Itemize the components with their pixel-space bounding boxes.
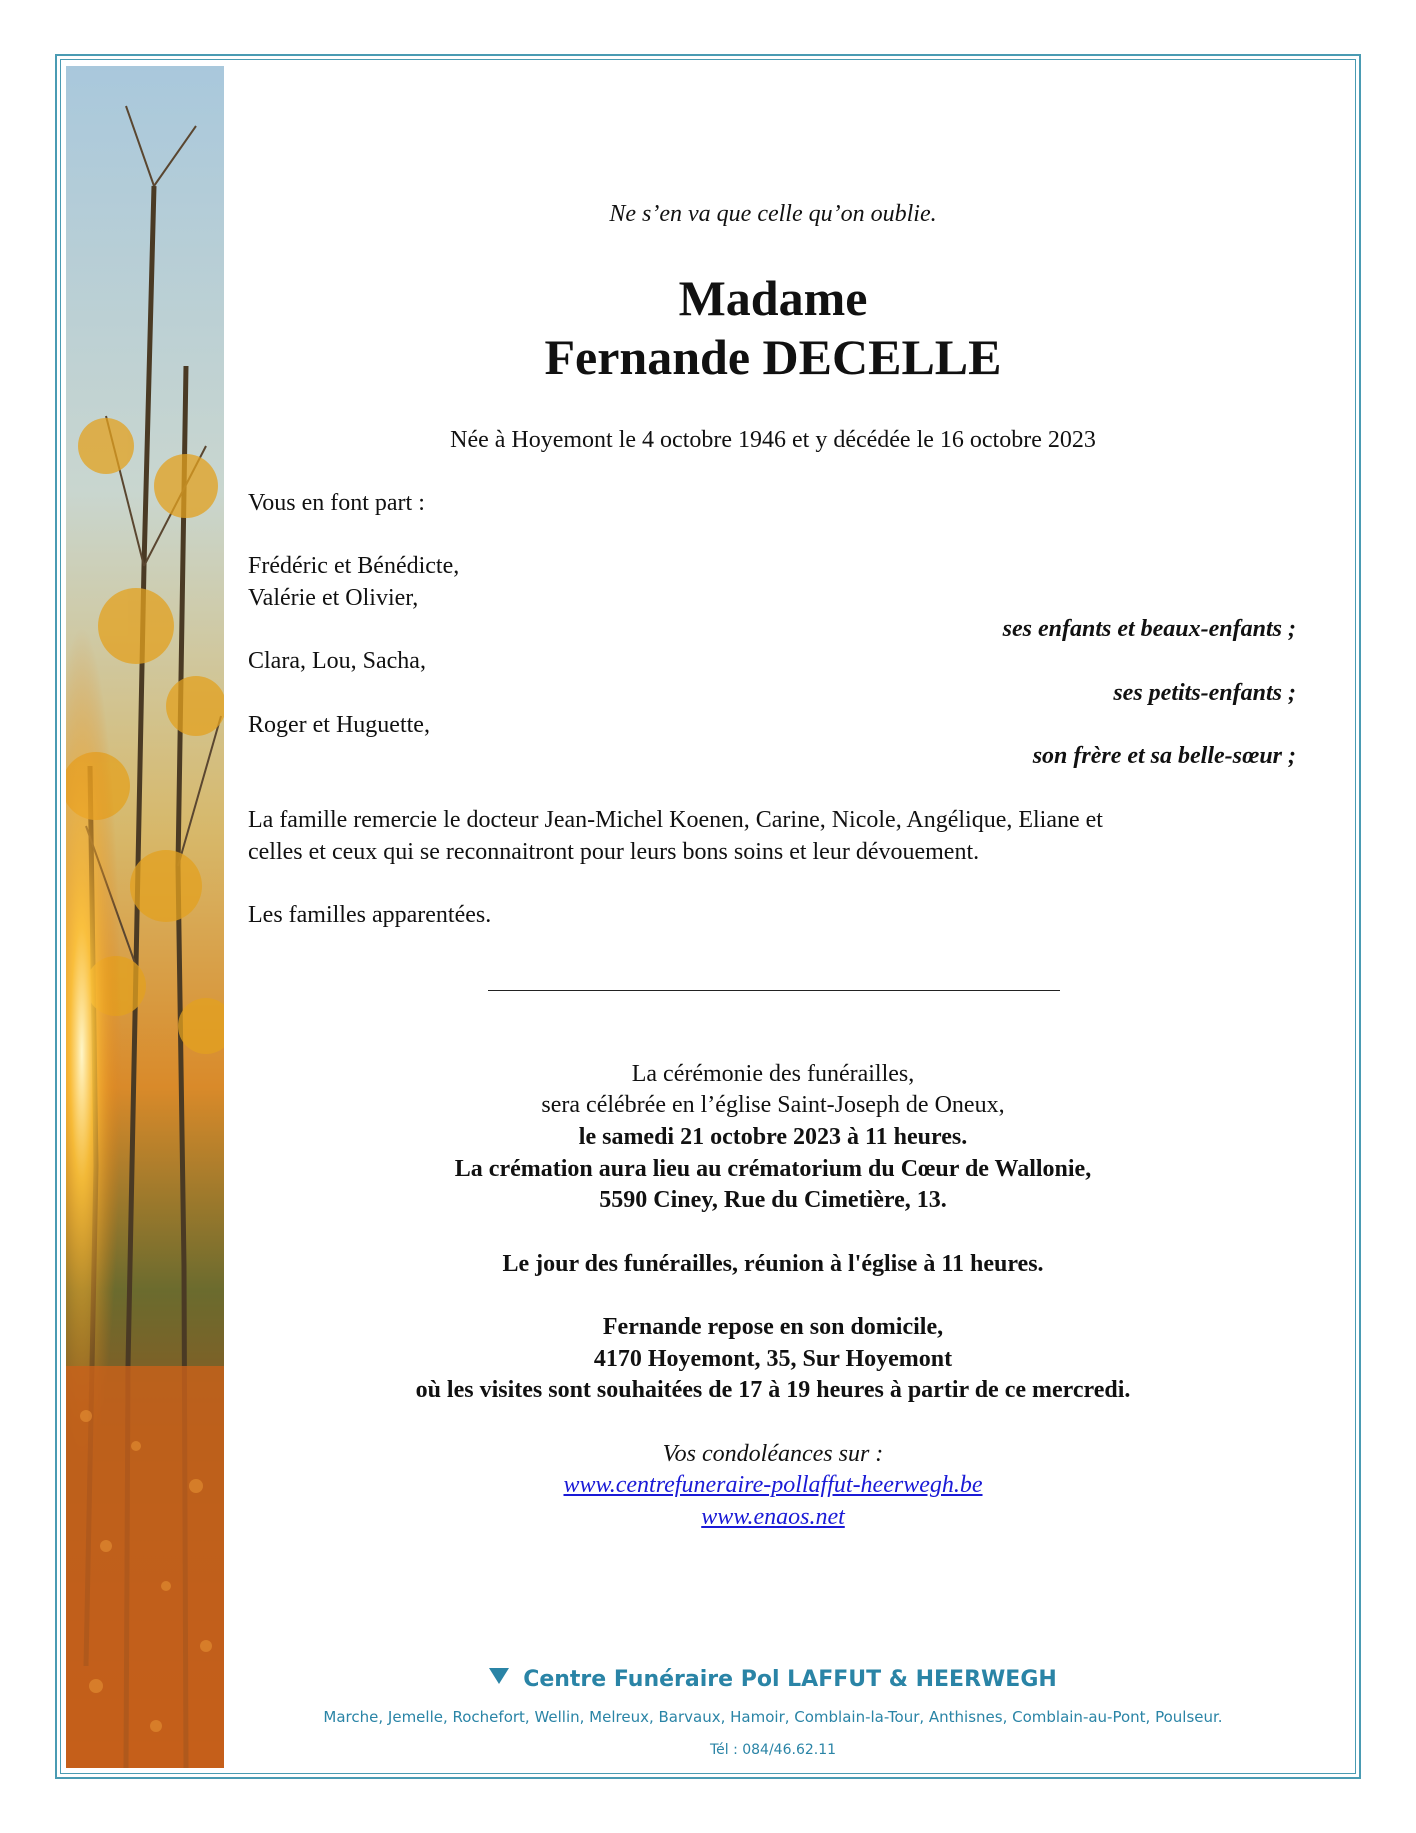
- visits-address: 4170 Hoyemont, 35, Sur Hoyemont: [593, 1346, 953, 1372]
- children-names-2: Valérie et Olivier,: [248, 585, 419, 611]
- children-names-1: Frédéric et Bénédicte,: [248, 553, 460, 579]
- meeting-info: Le jour des funérailles, réunion à l'église à 11 heures.: [502, 1251, 1044, 1277]
- announce-intro: Vous en font part :: [248, 490, 425, 516]
- grandchildren-names: Clara, Lou, Sacha,: [248, 648, 426, 674]
- triangle-down-icon: [489, 1668, 509, 1684]
- condolences-link-2-row: [248, 1501, 1298, 1533]
- visits-hours: où les visites sont souhaitées de 17 à 19 heures à partir de ce mercredi.: [415, 1377, 1131, 1403]
- ceremony-line-1: La cérémonie des funérailles,: [631, 1061, 915, 1087]
- birth-death-line: Née à Hoyemont le 4 octobre 1946 et y décédée le 16 octobre 2023: [450, 427, 1096, 453]
- title-honorific: Madame: [678, 270, 868, 326]
- funeral-home-label: Centre Funéraire Pol LAFFUT & HEERWEGH: [523, 1667, 1057, 1692]
- obituary-content: [248, 0, 1298, 1833]
- cremation-address: 5590 Ciney, Rue du Cimetière, 13.: [599, 1187, 947, 1213]
- ceremony-date: le samedi 21 octobre 2023 à 11 heures.: [578, 1124, 968, 1150]
- cremation-line: La crémation aura lieu au crématorium du Cœur de Wallonie,: [454, 1156, 1092, 1182]
- funeral-home-locations: Marche, Jemelle, Rochefort, Wellin, Melreux, Barvaux, Hamoir, Comblain-la-Tour, Anthisnes, Comblain-au-Pont, Poulseur.: [323, 1708, 1223, 1726]
- divider-line: [488, 990, 1060, 991]
- related-families: Les familles apparentées.: [248, 902, 492, 928]
- condolences-link-2[interactable]: www.enaos.net: [701, 1504, 845, 1530]
- condolences-label: Vos condoléances sur :: [662, 1441, 884, 1467]
- funeral-home-name: [248, 1665, 1298, 1695]
- visits-line-1: Fernande repose en son domicile,: [602, 1314, 944, 1340]
- siblings-names: Roger et Huguette,: [248, 712, 430, 738]
- funeral-home-phone: Tél : 084/46.62.11: [709, 1742, 837, 1758]
- thanks-line-1: La famille remercie le docteur Jean-Michel Koenen, Carine, Nicole, Angélique, Eliane et: [248, 807, 1103, 833]
- thanks-line-2: celles et ceux qui se reconnaitront pour leurs bons soins et leur dévouement.: [248, 839, 980, 865]
- condolences-link-1[interactable]: www.centrefuneraire-pollaffut-heerwegh.be: [563, 1472, 983, 1498]
- siblings-role: son frère et sa belle-sœur ;: [1032, 743, 1296, 769]
- ceremony-line-2: sera célébrée en l’église Saint-Joseph de Oneux,: [541, 1092, 1005, 1118]
- condolences-link-1-row: [248, 1469, 1298, 1501]
- title-name: Fernande DECELLE: [544, 329, 1002, 385]
- grandchildren-role: ses petits-enfants ;: [1113, 680, 1296, 706]
- autumn-forest-photo: [66, 66, 224, 1768]
- children-role: ses enfants et beaux-enfants ;: [1002, 616, 1296, 642]
- epigraph: Ne s’en va que celle qu’on oublie.: [609, 201, 937, 227]
